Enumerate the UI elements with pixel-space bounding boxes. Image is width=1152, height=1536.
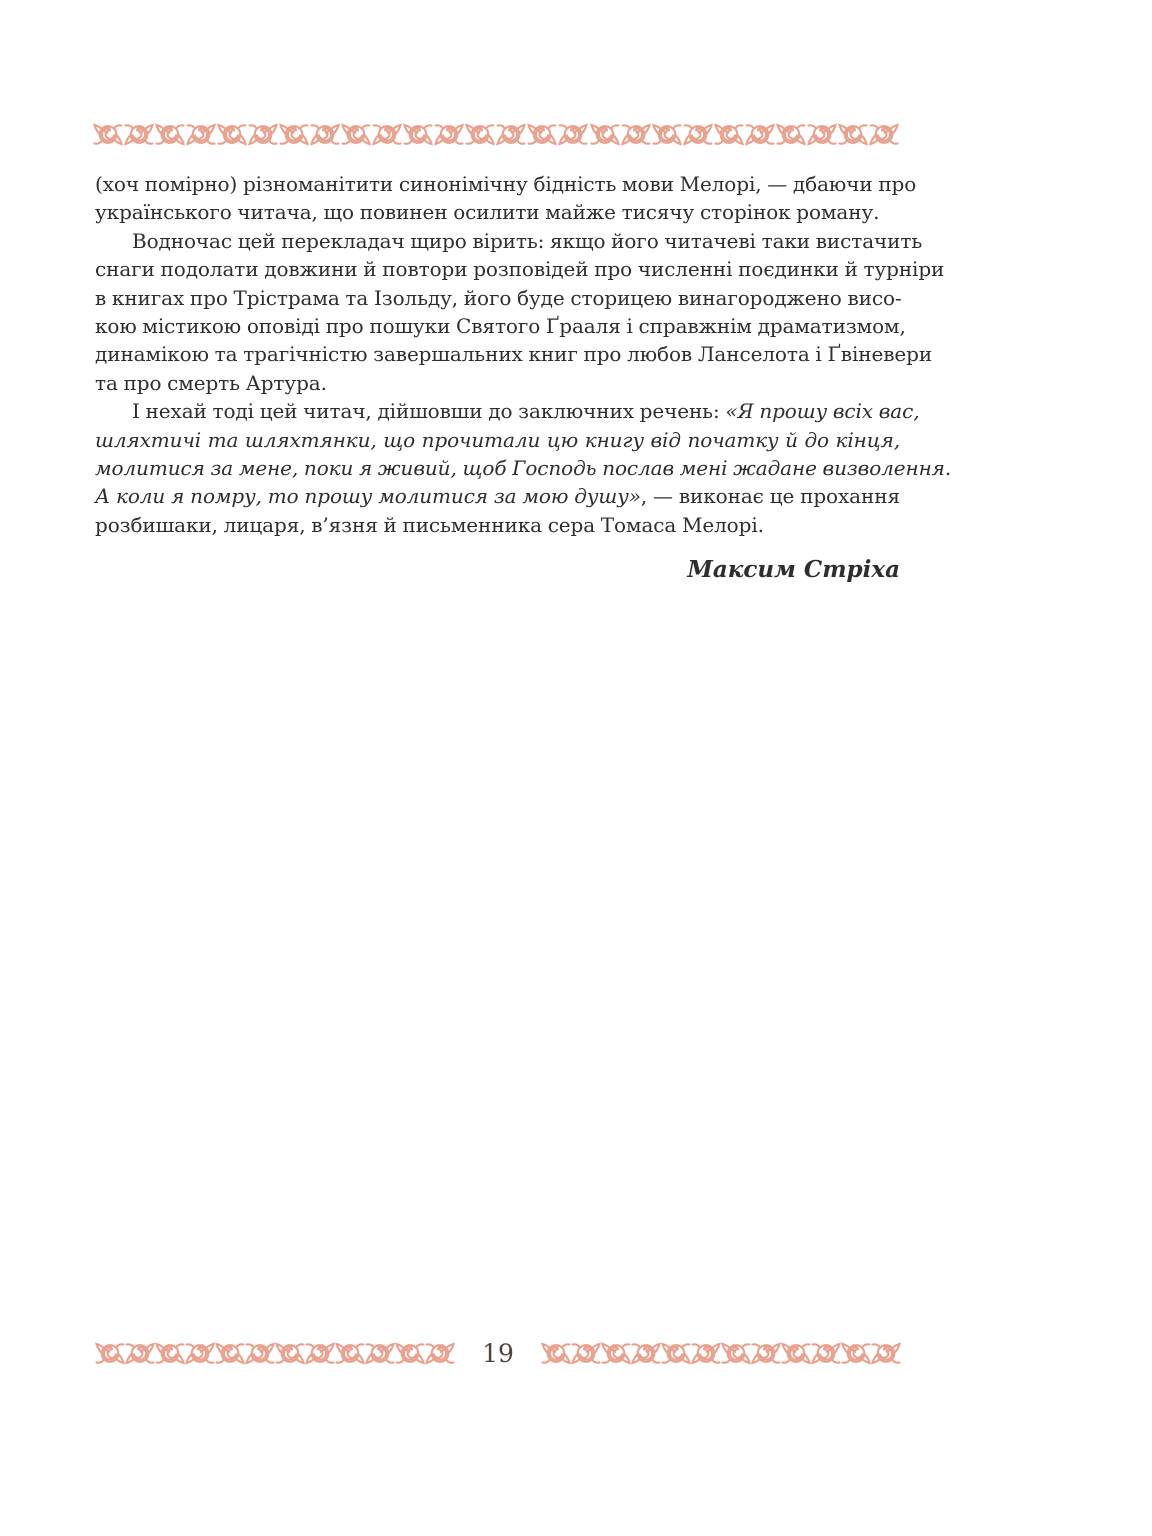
text-line <box>95 397 920 425</box>
floral-scroll-icon <box>425 1340 455 1367</box>
body-text <box>95 170 952 539</box>
body-text-segment: кою містикою оповіді про пошуки Святого Ґрааля і справжнім драматизмом, <box>95 313 906 338</box>
floral-scroll-icon <box>683 121 713 148</box>
floral-scroll-icon <box>838 121 868 148</box>
floral-scroll-icon <box>745 121 775 148</box>
floral-scroll-icon <box>186 121 216 148</box>
floral-scroll-icon <box>661 1340 691 1367</box>
floral-scroll-icon <box>248 121 278 148</box>
page-number: 19 <box>482 1339 514 1368</box>
floral-scroll-icon <box>335 1340 365 1367</box>
body-text-segment: (хоч помірно) різноманітити синонімічну бідність мови Мелорі, — дбаючи про <box>95 172 917 196</box>
ornament-border-bottom-right <box>541 1340 901 1367</box>
floral-scroll-icon <box>621 121 651 148</box>
floral-scroll-icon <box>155 121 185 148</box>
text-line <box>95 454 952 482</box>
floral-scroll-icon <box>215 1340 245 1367</box>
floral-scroll-icon <box>365 1340 395 1367</box>
floral-scroll-icon <box>811 1340 841 1367</box>
floral-scroll-icon <box>310 121 340 148</box>
floral-scroll-icon <box>541 1340 571 1367</box>
floral-scroll-icon <box>217 121 247 148</box>
floral-scroll-icon <box>403 121 433 148</box>
text-line <box>95 284 900 312</box>
floral-scroll-icon <box>631 1340 661 1367</box>
floral-scroll-icon <box>95 1340 125 1367</box>
quoted-italic-text: А коли я помру, то прошу молитися за мою душу» <box>95 484 641 509</box>
floral-scroll-icon <box>601 1340 631 1367</box>
floral-scroll-icon <box>714 121 744 148</box>
body-text-segment: Водночас цей перекладач щиро вірить: якщо його читачеві таки вистачить <box>132 228 923 253</box>
floral-scroll-icon <box>841 1340 871 1367</box>
floral-scroll-icon <box>341 121 371 148</box>
body-text-segment: та про смерть Артура. <box>95 370 327 395</box>
floral-scroll-icon <box>372 121 402 148</box>
text-line <box>95 312 906 340</box>
floral-scroll-icon <box>124 121 154 148</box>
page-footer <box>95 1340 901 1367</box>
floral-scroll-icon <box>465 121 495 148</box>
text-line <box>95 198 900 226</box>
floral-scroll-icon <box>434 121 464 148</box>
floral-scroll-icon <box>869 121 899 148</box>
floral-scroll-icon <box>776 121 806 148</box>
floral-scroll-icon <box>125 1340 155 1367</box>
body-text-segment: І нехай тоді цей читач, дійшовши до заключних речень: <box>132 399 726 424</box>
quoted-italic-text: шляхтичі та шляхтянки, що прочитали цю книгу від початку й до кінця, <box>95 427 900 452</box>
floral-scroll-icon <box>871 1340 901 1367</box>
body-text-segment: снаги подолати довжини й повтори розповідей про численні поєдинки й турніри <box>95 257 945 282</box>
floral-scroll-icon <box>571 1340 601 1367</box>
floral-scroll-icon <box>279 121 309 148</box>
text-line <box>95 340 933 368</box>
body-text-segment: розбишаки, лицаря, в’язня й письменника сера Томаса Мелорі. <box>95 512 764 537</box>
floral-scroll-icon <box>558 121 588 148</box>
floral-scroll-icon <box>807 121 837 148</box>
floral-scroll-icon <box>93 121 123 148</box>
floral-scroll-icon <box>155 1340 185 1367</box>
text-line <box>95 255 945 283</box>
text-line <box>95 369 900 397</box>
body-text-segment: в книгах про Трістрама та Ізольду, його буде сторицею винагороджено висо- <box>95 285 902 310</box>
ornament-border-bottom-left <box>95 1340 455 1367</box>
floral-scroll-icon <box>751 1340 781 1367</box>
floral-scroll-icon <box>527 121 557 148</box>
body-text-segment: динамікою та трагічністю завершальних книг про любов Ланселота і Ґвіневери <box>95 342 933 367</box>
body-text-segment: , — виконає це прохання <box>640 484 900 509</box>
floral-scroll-icon <box>245 1340 275 1367</box>
quoted-italic-text: молитися за мене, поки я живий, щоб Господь послав мені жадане визволення. <box>95 455 952 480</box>
text-line <box>95 227 923 255</box>
floral-scroll-icon <box>496 121 526 148</box>
floral-scroll-icon <box>691 1340 721 1367</box>
floral-scroll-icon <box>185 1340 215 1367</box>
text-line <box>95 426 900 454</box>
floral-scroll-icon <box>305 1340 335 1367</box>
floral-scroll-icon <box>590 121 620 148</box>
author-signature: Максим Стріха <box>687 556 900 583</box>
floral-scroll-icon <box>395 1340 425 1367</box>
floral-scroll-icon <box>781 1340 811 1367</box>
floral-scroll-icon <box>721 1340 751 1367</box>
floral-scroll-icon <box>652 121 682 148</box>
body-text-segment: українського читача, що повинен осилити майже тисячу сторінок роману. <box>95 200 880 225</box>
ornament-border-top <box>93 121 899 148</box>
floral-scroll-icon <box>275 1340 305 1367</box>
text-line <box>95 170 917 198</box>
quoted-italic-text: «Я прошу всіх вас, <box>725 399 920 424</box>
text-line <box>95 511 900 539</box>
text-line <box>95 482 900 510</box>
